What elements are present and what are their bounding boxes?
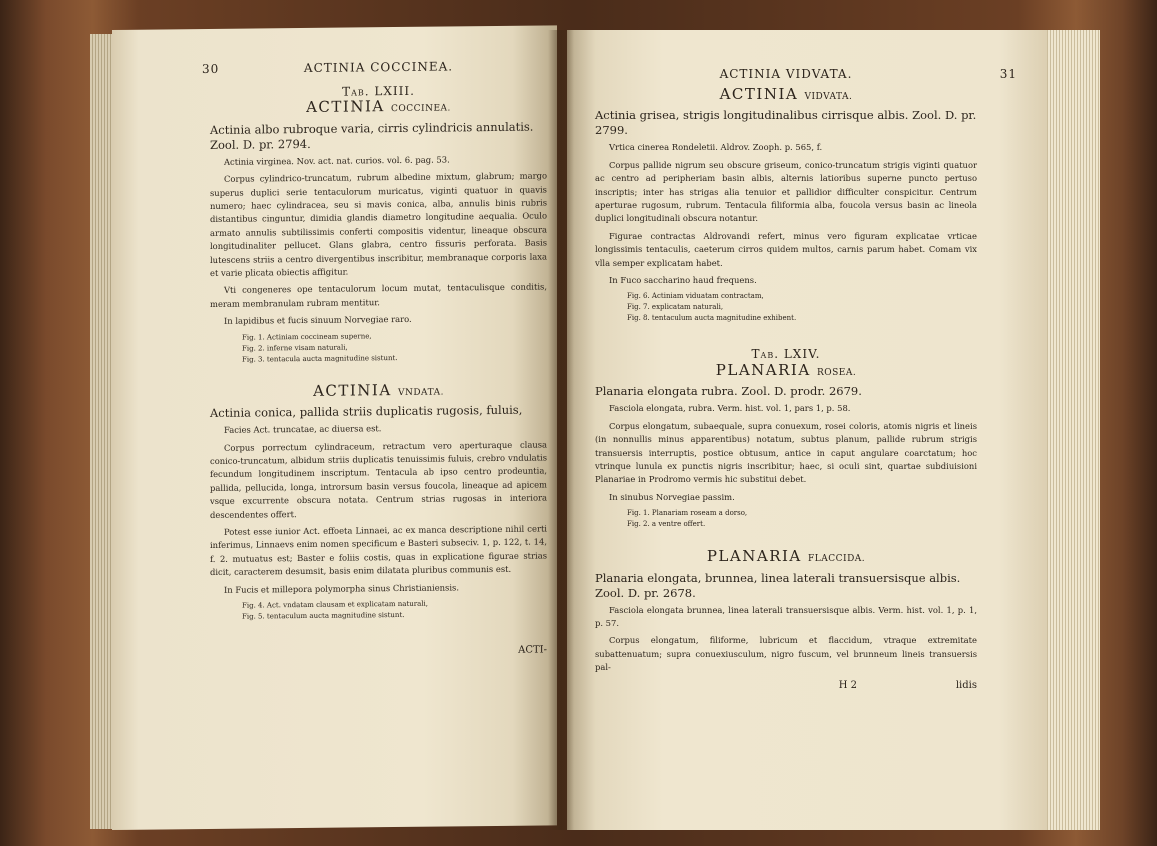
figure-caption: Fig. 3. tentacula aucta magnitudine sistunt. [242, 353, 398, 364]
right-running-head [595, 67, 1017, 86]
left-running-title: ACTINIA COCCINEA. [303, 59, 454, 75]
left-running-head [202, 59, 547, 81]
book-gutter [548, 30, 574, 830]
synonym: Fasciola elongata, rubra. Verm. hist. vol. 1, pars 1, p. 58. [609, 403, 851, 414]
description-paragraph: Corpus elongatum, filiforme, lubricum et flaccidum, vtraque extremitate subattenuatum; supra conuexiusculum, nigro fuscum, vel brunneum lineis transuersis pal- [595, 635, 977, 673]
species-diagnosis: Planaria elongata, brunnea, linea laterali transuersisque albis. Zool. D. pr. 2678. [595, 570, 961, 600]
right-running-title: ACTINIA VIDVATA. [719, 67, 853, 81]
species-heading: PLANARIA ROSEA. [715, 360, 857, 379]
species-diagnosis: Actinia albo rubroque varia, cirris cylindricis annulatis. Zool. D. pr. 2794. [210, 119, 534, 152]
left-page [112, 25, 557, 830]
habitat: In Fuco saccharino haud frequens. [609, 275, 757, 286]
species-heading: ACTINIA VIDVATA. [719, 85, 853, 103]
description-paragraph: Corpus cylindrico-truncatum, rubrum albedine mixtum, glabrum; margo superus duplici serie tentaculorum muricatus, viginti quatuor in quavis numero; haec cylindracea, seu si mavis conica, alba, annulis binis rubris distantibus cinguntur, dimidia glandis diametro longitudine aequalia. Oculo armato annulis subtilissimis conferti compositis videntur, lineaque obscura longitudinaliter pellucet. Glans glabra, centro fissuris perforata. Basis lutescens striis a centro divergentibus inscribitur, membranaque corporis laxa et varie plicata obiectis affigitur. [210, 170, 547, 279]
description-paragraph: Corpus elongatum, subaequale, supra conuexum, rosei coloris, atomis nigris et lineis (in nonnullis minus apparentibus) notatum, subtus planum, pallide rubrum strigis transuersis interruptis, postice obtusum, antice in caput angulare coarctatum; hoc vtrinque lunula ex punctis nigris inscribitur; haec, si oculi sint, quartae subdiuisioni Planariae in Prodromo vermis hic substitui debet. [595, 420, 977, 485]
figure-caption: Fig. 8. tentaculum aucta magnitudine exhibent. [627, 314, 797, 323]
signature-mark: H 2 [838, 679, 857, 691]
figure-caption: Fig. 7. explicatam naturali, [627, 303, 724, 312]
figure-caption: Fig. 5. tentaculum aucta magnitudine sistunt. [242, 610, 405, 621]
species-heading: ACTINIA VNDATA. [313, 380, 444, 400]
synonym: Facies Act. truncatae, ac diuersa est. [224, 423, 382, 435]
synonym: Fasciola elongata brunnea, linea laterali transuersisque albis. Verm. hist. vol. 1, p. 1, p. 57. [595, 604, 977, 628]
synonym: Vrtica cinerea Rondeletii. Aldrov. Zooph. p. 565, f. [609, 142, 823, 153]
habitat: In Fucis et millepora polymorpha sinus Christianiensis. [224, 581, 459, 595]
synonym: Actinia virginea. Nov. act. nat. curios. vol. 6. pag. 53. [224, 154, 450, 167]
species-diagnosis: Planaria elongata rubra. Zool. D. prodr. 2679. [595, 384, 862, 399]
habitat: In sinubus Norvegiae passim. [609, 491, 735, 502]
right-page-number: 31 [999, 67, 1017, 81]
figure-caption: Fig. 4. Act. vndatam clausam et explicatam naturali, [242, 599, 429, 610]
catchword: ACTI- [518, 644, 547, 656]
species-heading: ACTINIA COCCINEA. [306, 97, 451, 117]
species-heading: PLANARIA FLACCIDA. [706, 547, 866, 566]
figure-caption: Fig. 2. a ventre offert. [627, 520, 706, 529]
description-paragraph: Vti congeneres ope tentaculorum locum mutat, tentaculisque conditis, meram membranulam rubram mentitur. [210, 281, 547, 309]
species-diagnosis: Actinia grisea, strigis longitudinalibus cirrisque albis. Zool. D. pr. 2799. [595, 108, 977, 138]
left-page-edges [90, 34, 114, 829]
description-paragraph: Corpus pallide nigrum seu obscure griseum, conico-truncatum strigis viginti quatuor ac centro ad peripheriam basin albis, alternis latioribus superne puncto pertuso inscriptis; inter has strigas alia tenuior et pallidior difficulter conspicitur. Centrum aperturae rugosum, rubrum. Tentacula filiformia alba, foucola versus basin ac lineola duplici longitudinali obscura notantur. [595, 159, 977, 224]
plate-number: Tab. LXIII. [342, 83, 415, 99]
figure-caption: Fig. 2. inferne visam naturali, [242, 343, 348, 353]
description-paragraph: Potest esse iunior Act. effoeta Linnaei, ac ex manca descriptione nihil certi inferimus, Linnaevs enim nomen specificum e Basteri subseciv. 1, p. 122, t. 14, f. 2. mutuatus est; Baster e foliis costis, quas in explicatione figurae strias dicit, caracterem desumsit, basis enim dilatata pluribus communis est. [210, 523, 547, 578]
figure-caption: Fig. 1. Planariam roseam a dorso, [627, 509, 748, 518]
signature-line [595, 679, 977, 693]
description-paragraph: Figurae contractas Aldrovandi refert, minus vero figuram explicatae vrticae longissimis tentaculis, caeterum cirros quidem multos, carnis parum habet. Comam vix vlla semper explicatam habet. [595, 230, 977, 268]
catchword: lidis [955, 679, 977, 691]
right-page-edges [1045, 30, 1100, 830]
left-page-number: 30 [202, 61, 220, 77]
habitat: In lapidibus et fucis sinuum Norvegiae raro. [224, 314, 412, 327]
plate-number: Tab. LXIV. [751, 347, 821, 362]
figure-caption: Fig. 1. Actiniam coccineam superne, [242, 331, 372, 342]
figure-caption: Fig. 6. Actiniam viduatam contractam, [627, 292, 764, 301]
species-diagnosis: Actinia conica, pallida striis duplicatis rugosis, fuluis, [210, 402, 523, 421]
right-page [567, 30, 1047, 830]
description-paragraph: Corpus porrectum cylindraceum, retractum vero aperturaque clausa conico-truncatum, albidum striis duplicatis tenuissimis fuluis, crebro vndulatis fecundum longitudinem inscriptum. Tentacula ab ipso centro prodeuntia, pallida, pellucida, longa, introrsum basin versus foucola, lineaque ad apicem vsque excurrente obscura notata. Centrum strias rugosas in interiora descendentes offert. [210, 438, 547, 520]
